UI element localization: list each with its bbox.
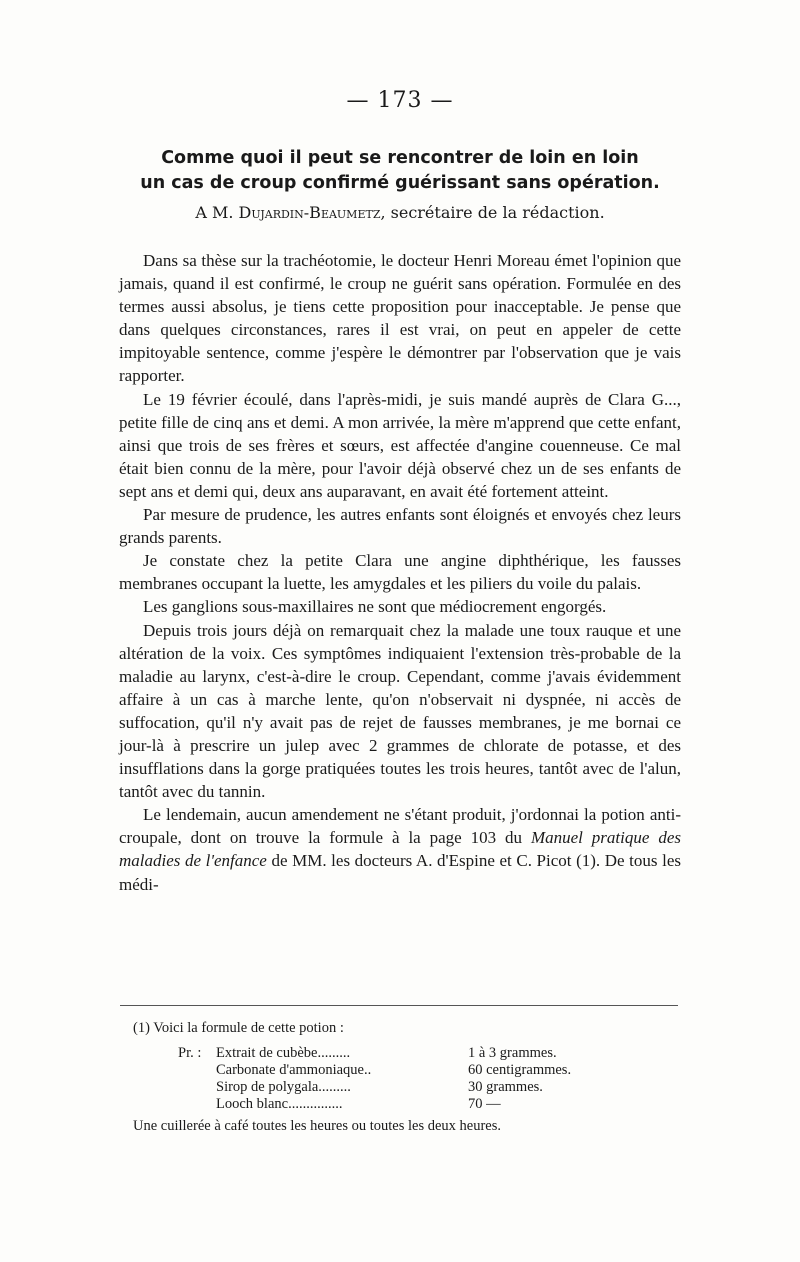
recipe-qty: 1 à 3 grammes. bbox=[468, 1045, 557, 1061]
paragraph-text-before: Le lendemain, aucun amendement ne s'étant produit, j'ordonnai la potion anti-croupale, dont on trouve la formule à la page 103 du bbox=[119, 805, 681, 848]
recipe-item: Extrait de cubèbe......... bbox=[216, 1045, 351, 1061]
paragraph: Je constate chez la petite Clara une angine diphthérique, les fausses membranes occupant la luette, les amygdales et les piliers du voile du palais. bbox=[119, 551, 681, 594]
recipe-qty: 30 grammes. bbox=[468, 1079, 543, 1095]
footnote bbox=[133, 1020, 673, 1135]
title-line-2: un cas de croup confirmé guérissant sans opération. bbox=[140, 173, 660, 193]
article-body bbox=[119, 249, 681, 896]
recipe-row bbox=[178, 1079, 673, 1096]
footnote-intro: (1) Voici la formule de cette potion : bbox=[133, 1020, 344, 1036]
author-line bbox=[0, 203, 800, 222]
paragraph: Les ganglions sous-maxillaires ne sont que médiocrement engorgés. bbox=[143, 597, 607, 617]
paragraph: Depuis trois jours déjà on remarquait chez la malade une toux rauque et une altération de la voix. Ces symptômes indiquaient l'extension très-probable de la maladie au larynx, c'est-à-dire le croup. Cependant, comme j'avais évidemment affaire à un cas à marche lente, qu'on n'observait ni dyspnée, ni accès de suffocation, qu'il n'y avait pas de rejet de fausses membranes, je me bornai ce jour-là à prescrire un julep avec 2 grammes de chlorate de potasse, et des insufflations dans la gorge pratiquées toutes les trois heures, tantôt avec de l'alun, tantôt avec du tannin. bbox=[119, 620, 681, 802]
article-title bbox=[110, 146, 690, 196]
recipe-item: Sirop de polygala......... bbox=[216, 1079, 351, 1095]
footnote-divider bbox=[120, 1005, 678, 1006]
recipe-row bbox=[178, 1096, 673, 1113]
paragraph: Le 19 février écoulé, dans l'après-midi, je suis mandé auprès de Clara G..., petite fille de cinq ans et demi. A mon arrivée, la mère m'apprend que cette enfant, ainsi que trois de ses frères et sœurs, est affectée d'angine couenneuse. Ce mal était bien connu de la mère, pour l'avoir déjà observé chez un de ses enfants de sept ans et demi qui, deux ans auparavant, en avait été fortement atteint. bbox=[119, 389, 681, 501]
paragraph-text-after: de MM. les docteurs A. d'Espine et C. Picot (1). De tous les médi- bbox=[119, 851, 682, 894]
recipe-list bbox=[178, 1045, 673, 1113]
author-prefix: A M. bbox=[195, 203, 239, 222]
recipe-lead: Pr. : bbox=[178, 1045, 202, 1061]
book-title: Manuel pratique des maladies de l'enfance bbox=[119, 828, 681, 871]
recipe-row bbox=[178, 1045, 673, 1062]
author-name: Dujardin-Beaumetz bbox=[238, 203, 381, 222]
paragraph: Dans sa thèse sur la trachéotomie, le docteur Henri Moreau émet l'opinion que jamais, quand il est confirmé, le croup ne guérit sans opération. Formulée en des termes aussi absolus, je tiens cette proposition pour inacceptable. Je pense que dans quelques circonstances, rares il est vrai, on peut en appeler de cette impitoyable sentence, comme j'espère le démontrer par l'observation que je vais rapporter. bbox=[119, 251, 681, 386]
recipe-qty: 60 centigrammes. bbox=[468, 1062, 572, 1078]
title-line-1: Comme quoi il peut se rencontrer de loin en loin bbox=[161, 148, 639, 168]
recipe-qty: 70 — bbox=[468, 1096, 501, 1112]
page-number: — 173 — bbox=[346, 88, 454, 113]
recipe-item: Looch blanc............... bbox=[216, 1096, 343, 1112]
footnote-dosage: Une cuillerée à café toutes les heures ou toutes les deux heures. bbox=[133, 1118, 501, 1134]
paragraph-last bbox=[119, 803, 681, 895]
author-role: , secrétaire de la rédaction. bbox=[380, 203, 605, 222]
paragraph: Par mesure de prudence, les autres enfants sont éloignés et envoyés chez leurs grands parents. bbox=[119, 505, 681, 548]
recipe-row bbox=[178, 1062, 673, 1079]
recipe-item: Carbonate d'ammoniaque.. bbox=[216, 1062, 372, 1078]
